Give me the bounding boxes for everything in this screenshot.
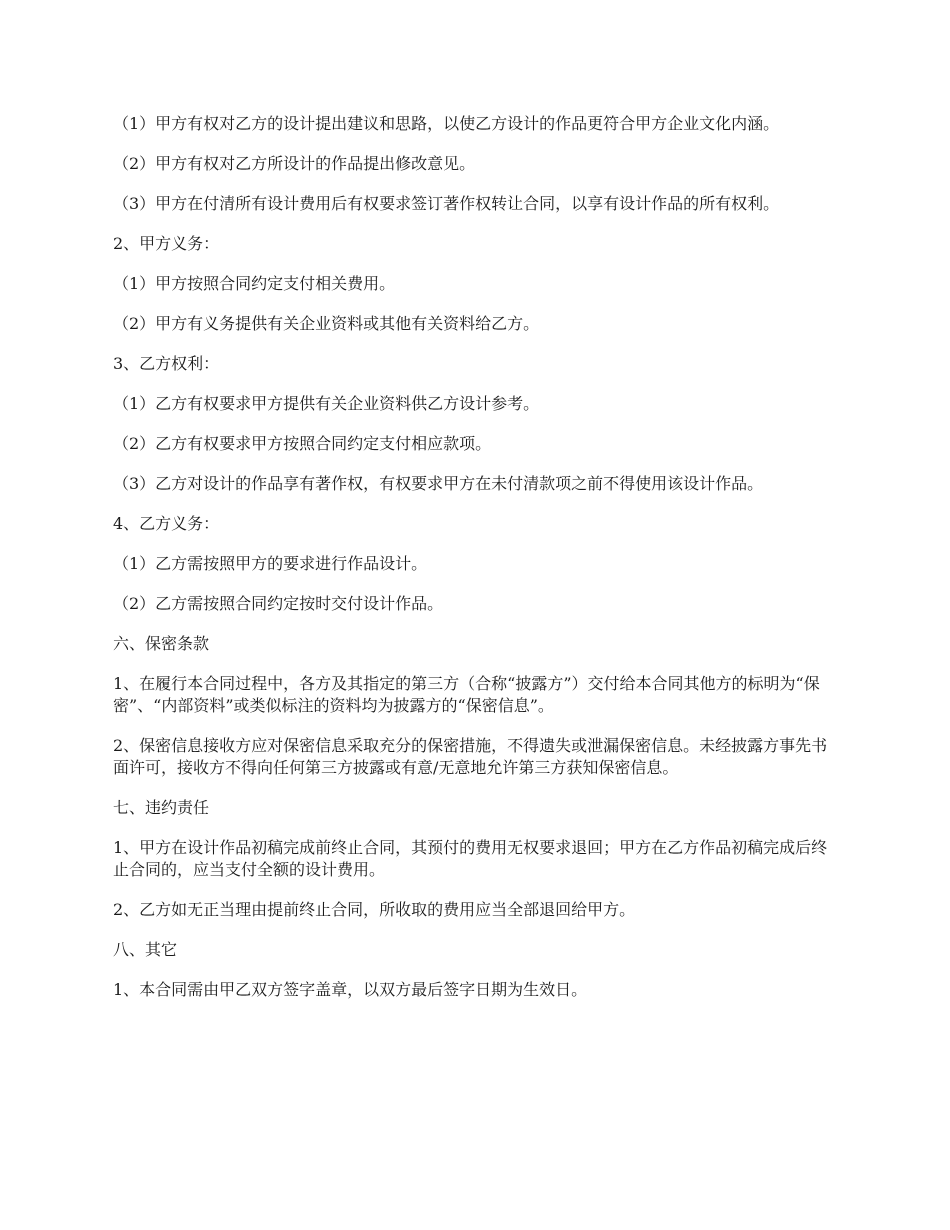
clause-paragraph: （3）甲方在付清所有设计费用后有权要求签订著作权转让合同，以享有设计作品的所有权利。 [113,194,780,213]
clause-paragraph: （1）甲方按照合同约定支付相关费用。 [113,274,396,293]
clause-paragraph: （1）甲方有权对乙方的设计提出建议和思路，以使乙方设计的作品更符合甲方企业文化内涵。 [113,114,780,133]
clause-paragraph: （1）乙方需按照甲方的要求进行作品设计。 [113,554,428,573]
section-heading: 2、甲方义务： [113,234,220,253]
clause-paragraph: 2、保密信息接收方应对保密信息采取充分的保密措施，不得遗失或泄漏保密信息。未经披露方事先书面许可，接收方不得向任何第三方披露或有意/无意地允许第三方获知保密信息。 [113,736,828,777]
chapter-heading: 六、保密条款 [113,634,210,653]
section-heading: 4、乙方义务： [113,514,220,533]
clause-paragraph: 2、乙方如无正当理由提前终止合同，所收取的费用应当全部退回给甲方。 [113,900,636,919]
clause-paragraph: （2）甲方有权对乙方所设计的作品提出修改意见。 [113,154,476,173]
chapter-heading: 八、其它 [113,940,178,959]
clause-paragraph: （1）乙方有权要求甲方提供有关企业资料供乙方设计参考。 [113,394,540,413]
clause-paragraph: （2）乙方有权要求甲方按照合同约定支付相应款项。 [113,434,492,453]
clause-paragraph: 1、本合同需由甲乙双方签字盖章，以双方最后签字日期为生效日。 [113,980,588,999]
chapter-heading: 七、违约责任 [113,798,210,817]
clause-paragraph: 1、在履行本合同过程中，各方及其指定的第三方（合称“披露方”）交付给本合同其他方的标明为“保密”、“内部资料”或类似标注的资料均为披露方的“保密信息”。 [113,674,820,715]
clause-paragraph: （2）乙方需按照合同约定按时交付设计作品。 [113,594,444,613]
section-heading: 3、乙方权利： [113,354,220,373]
clause-paragraph: （2）甲方有义务提供有关企业资料或其他有关资料给乙方。 [113,314,540,333]
document-page [113,113,835,1019]
clause-paragraph: 1、甲方在设计作品初稿完成前终止合同，其预付的费用无权要求退回；甲方在乙方作品初稿完成后终止合同的，应当支付全额的设计费用。 [113,838,828,879]
clause-paragraph: （3）乙方对设计的作品享有著作权，有权要求甲方在未付清款项之前不得使用该设计作品。 [113,474,764,493]
